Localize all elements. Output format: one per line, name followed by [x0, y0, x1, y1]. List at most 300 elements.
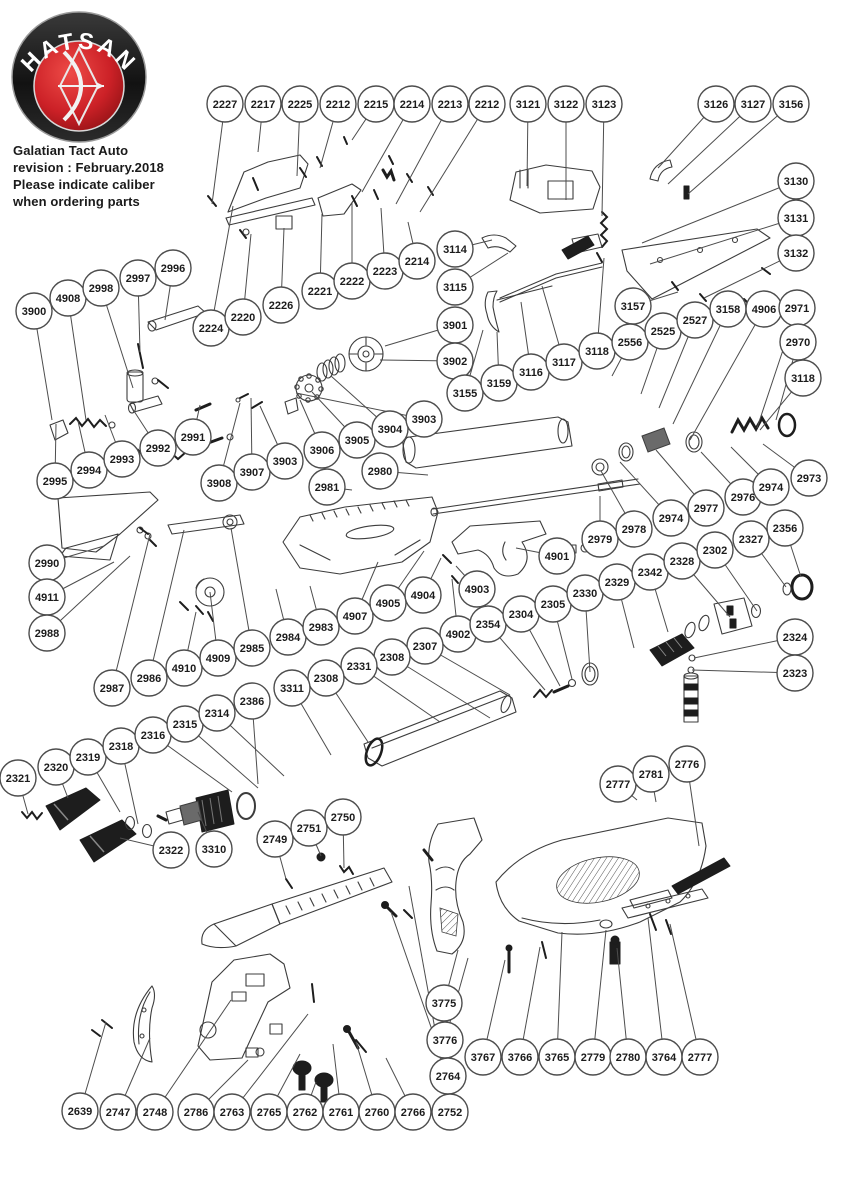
- part-callout-2752: [432, 1094, 468, 1130]
- svg-text:2997: 2997: [125, 273, 151, 285]
- part-callout-2986: [131, 660, 167, 696]
- svg-text:2780: 2780: [615, 1052, 641, 1064]
- part-callout-2227: [207, 86, 243, 122]
- part-callout-2316: [135, 717, 171, 753]
- svg-text:2639: 2639: [67, 1106, 93, 1118]
- part-callout-3908: [201, 465, 237, 501]
- svg-text:2998: 2998: [88, 283, 114, 295]
- svg-text:2751: 2751: [296, 823, 322, 835]
- part-callout-2974: [653, 500, 689, 536]
- svg-text:3902: 3902: [442, 356, 468, 368]
- part-callout-3900: [16, 293, 52, 329]
- part-callout-2330: [567, 575, 603, 611]
- caliber-note-line1: Please indicate caliber: [13, 177, 155, 192]
- valve-group-right-drawing: [619, 414, 795, 461]
- caliber-note-line2: when ordering parts: [13, 194, 140, 209]
- svg-text:2225: 2225: [287, 99, 313, 111]
- svg-text:4905: 4905: [375, 598, 401, 610]
- part-callout-2997: [120, 260, 156, 296]
- svg-text:2308: 2308: [379, 652, 405, 664]
- part-callout-2777: [682, 1039, 718, 1075]
- part-callout-3131: [778, 200, 814, 236]
- stock-frame-drawing: [198, 954, 366, 1102]
- part-callout-2751: [291, 810, 327, 846]
- part-callout-3118: [785, 360, 821, 396]
- svg-text:2749: 2749: [262, 834, 288, 846]
- svg-text:2763: 2763: [219, 1107, 245, 1119]
- receiver-magazine-drawing: [510, 160, 689, 253]
- svg-text:2214: 2214: [399, 99, 425, 111]
- part-callout-3157: [615, 288, 651, 324]
- part-callout-3118: [579, 333, 615, 369]
- svg-text:4911: 4911: [35, 592, 59, 604]
- part-callout-2342: [632, 554, 668, 590]
- svg-text:2227: 2227: [212, 99, 238, 111]
- part-callout-2776: [669, 746, 705, 782]
- part-callout-3764: [646, 1039, 682, 1075]
- part-callout-2988: [29, 615, 65, 651]
- part-callout-4910: [166, 650, 202, 686]
- part-callout-2214: [399, 243, 435, 279]
- buttstock-drawing: [496, 818, 730, 972]
- svg-text:2330: 2330: [572, 588, 598, 600]
- part-callout-2780: [610, 1039, 646, 1075]
- part-callout-3905: [339, 422, 375, 458]
- svg-text:3115: 3115: [443, 282, 467, 294]
- part-callout-4911: [29, 579, 65, 615]
- svg-text:2316: 2316: [140, 730, 166, 742]
- svg-text:2342: 2342: [637, 567, 663, 579]
- svg-text:2973: 2973: [796, 473, 822, 485]
- part-callout-3310: [196, 831, 232, 867]
- part-callout-3156: [773, 86, 809, 122]
- svg-text:2215: 2215: [363, 99, 389, 111]
- svg-text:2994: 2994: [76, 465, 102, 477]
- svg-text:4903: 4903: [464, 584, 490, 596]
- svg-text:2302: 2302: [702, 545, 728, 557]
- part-callout-2221: [302, 273, 338, 309]
- part-callout-2327: [733, 521, 769, 557]
- svg-text:2525: 2525: [650, 326, 676, 338]
- part-callout-2307: [407, 628, 443, 664]
- svg-text:2328: 2328: [669, 556, 695, 568]
- callouts-layer: [0, 86, 827, 1130]
- svg-text:2527: 2527: [682, 315, 708, 327]
- part-callout-2319: [70, 739, 106, 775]
- svg-text:2304: 2304: [508, 609, 534, 621]
- part-callout-2329: [599, 564, 635, 600]
- leader-line-3765: [557, 932, 562, 1057]
- part-callout-3115: [437, 269, 473, 305]
- svg-text:2976: 2976: [730, 492, 756, 504]
- part-callout-3766: [502, 1039, 538, 1075]
- part-callout-2212: [320, 86, 356, 122]
- svg-text:2978: 2978: [621, 524, 647, 536]
- part-callout-2308: [308, 660, 344, 696]
- part-callout-4906: [746, 291, 782, 327]
- part-callout-2314: [199, 695, 235, 731]
- svg-text:2386: 2386: [239, 696, 265, 708]
- svg-text:2776: 2776: [674, 759, 700, 771]
- part-callout-2978: [616, 511, 652, 547]
- svg-text:3155: 3155: [452, 388, 478, 400]
- svg-text:2226: 2226: [268, 300, 294, 312]
- svg-text:2223: 2223: [372, 266, 398, 278]
- buttpad-drawing: [92, 986, 155, 1062]
- svg-text:2214: 2214: [404, 256, 430, 268]
- part-callout-2320: [38, 749, 74, 785]
- svg-text:3904: 3904: [377, 424, 403, 436]
- svg-text:3311: 3311: [280, 683, 304, 695]
- part-callout-2992: [140, 430, 176, 466]
- part-callout-3901: [437, 307, 473, 343]
- part-callout-3903: [406, 401, 442, 437]
- header-text-block: [13, 142, 164, 210]
- svg-text:2979: 2979: [587, 534, 613, 546]
- svg-text:2786: 2786: [183, 1107, 209, 1119]
- part-callout-3122: [548, 86, 584, 122]
- svg-text:4907: 4907: [342, 611, 368, 623]
- part-callout-2525: [645, 313, 681, 349]
- svg-text:3903: 3903: [272, 456, 298, 468]
- part-callout-2748: [137, 1094, 173, 1130]
- part-callout-3123: [586, 86, 622, 122]
- part-callout-2760: [359, 1094, 395, 1130]
- part-callout-2212: [469, 86, 505, 122]
- part-callout-2980: [362, 453, 398, 489]
- part-callout-3117: [546, 344, 582, 380]
- part-callout-2220: [225, 299, 261, 335]
- breech-block-parts-drawing: [208, 137, 433, 238]
- part-callout-2214: [394, 86, 430, 122]
- svg-text:2315: 2315: [172, 719, 198, 731]
- svg-text:2779: 2779: [580, 1052, 606, 1064]
- part-callout-2321: [0, 760, 36, 796]
- svg-text:3767: 3767: [470, 1052, 496, 1064]
- part-callout-3311: [274, 670, 310, 706]
- svg-text:3310: 3310: [201, 844, 227, 856]
- part-callout-2324: [777, 619, 813, 655]
- part-callout-2983: [303, 609, 339, 645]
- part-callout-2786: [178, 1094, 214, 1130]
- part-callout-2981: [309, 469, 345, 505]
- part-callout-2970: [780, 324, 816, 360]
- part-callout-2322: [153, 832, 189, 868]
- svg-text:2329: 2329: [604, 577, 630, 589]
- part-callout-2761: [323, 1094, 359, 1130]
- svg-text:2980: 2980: [367, 466, 393, 478]
- leader-line-2779: [593, 930, 606, 1057]
- part-callout-2763: [214, 1094, 250, 1130]
- part-callout-2977: [688, 490, 724, 526]
- ratchet-wheel-drawing: [285, 354, 345, 414]
- part-callout-2995: [37, 463, 73, 499]
- svg-text:2217: 2217: [250, 99, 276, 111]
- part-callout-3132: [778, 235, 814, 271]
- part-callout-4909: [200, 640, 236, 676]
- svg-text:2987: 2987: [99, 683, 125, 695]
- pistol-grip-drawing: [424, 818, 482, 954]
- part-callout-2356: [767, 510, 803, 546]
- svg-text:2307: 2307: [412, 641, 438, 653]
- svg-text:3132: 3132: [783, 248, 809, 260]
- svg-text:4902: 4902: [445, 629, 471, 641]
- svg-text:3123: 3123: [591, 99, 617, 111]
- part-callout-2224: [193, 310, 229, 346]
- svg-text:2354: 2354: [475, 619, 501, 631]
- svg-text:4904: 4904: [410, 590, 436, 602]
- part-callout-2386: [234, 683, 270, 719]
- part-callout-3159: [481, 365, 517, 401]
- svg-text:2212: 2212: [325, 99, 351, 111]
- svg-text:2970: 2970: [785, 337, 811, 349]
- svg-text:3775: 3775: [431, 998, 457, 1010]
- svg-text:3900: 3900: [21, 306, 47, 318]
- part-callout-2323: [777, 655, 813, 691]
- svg-text:2990: 2990: [34, 558, 60, 570]
- part-callout-2354: [470, 606, 506, 642]
- part-callout-2304: [503, 596, 539, 632]
- part-callout-2984: [270, 619, 306, 655]
- part-callout-2781: [633, 756, 669, 792]
- svg-text:2984: 2984: [275, 632, 301, 644]
- part-callout-2328: [664, 543, 700, 579]
- part-callout-2749: [257, 821, 293, 857]
- svg-text:2221: 2221: [307, 286, 333, 298]
- svg-text:2993: 2993: [109, 454, 135, 466]
- leader-line-3130: [642, 181, 796, 243]
- part-callout-3902: [437, 343, 473, 379]
- part-callout-2305: [535, 586, 571, 622]
- part-callout-2973: [791, 460, 827, 496]
- forend-assembly-drawing: [202, 853, 412, 948]
- svg-text:2556: 2556: [617, 337, 643, 349]
- svg-text:3907: 3907: [239, 467, 265, 479]
- svg-text:3126: 3126: [703, 99, 729, 111]
- part-callout-3776: [427, 1022, 463, 1058]
- svg-text:2988: 2988: [34, 628, 60, 640]
- svg-text:3903: 3903: [411, 414, 437, 426]
- svg-text:2986: 2986: [136, 673, 162, 685]
- part-callout-3906: [304, 432, 340, 468]
- part-callout-2998: [83, 270, 119, 306]
- svg-text:4908: 4908: [55, 293, 81, 305]
- part-callout-2315: [167, 706, 203, 742]
- svg-text:4909: 4909: [205, 653, 231, 665]
- part-callout-2556: [612, 324, 648, 360]
- svg-text:2760: 2760: [364, 1107, 390, 1119]
- stock-hinge-parts-drawing: [58, 492, 244, 621]
- part-callout-4904: [405, 577, 441, 613]
- svg-text:2305: 2305: [540, 599, 566, 611]
- svg-text:3116: 3116: [519, 367, 543, 379]
- part-callout-2779: [575, 1039, 611, 1075]
- svg-text:3118: 3118: [585, 346, 609, 358]
- svg-text:2327: 2327: [738, 534, 764, 546]
- svg-text:3158: 3158: [715, 304, 741, 316]
- part-callout-3114: [437, 231, 473, 267]
- hatsan-logo: [12, 12, 146, 142]
- part-callout-3767: [465, 1039, 501, 1075]
- svg-text:2308: 2308: [313, 673, 339, 685]
- svg-text:2318: 2318: [108, 741, 134, 753]
- svg-text:3901: 3901: [442, 320, 468, 332]
- part-callout-2213: [432, 86, 468, 122]
- part-callout-3903: [267, 443, 303, 479]
- part-callout-2331: [341, 648, 377, 684]
- part-callout-3116: [513, 354, 549, 390]
- svg-text:3906: 3906: [309, 445, 335, 457]
- svg-text:2222: 2222: [339, 276, 365, 288]
- svg-text:2762: 2762: [292, 1107, 318, 1119]
- svg-text:2747: 2747: [105, 1107, 131, 1119]
- svg-text:4910: 4910: [171, 663, 197, 675]
- svg-text:3118: 3118: [791, 373, 815, 385]
- part-callout-3904: [372, 411, 408, 447]
- svg-text:2974: 2974: [658, 513, 684, 525]
- svg-text:3131: 3131: [783, 213, 809, 225]
- part-callout-2985: [234, 630, 270, 666]
- svg-text:2320: 2320: [43, 762, 69, 774]
- part-callout-2308: [374, 639, 410, 675]
- svg-text:3764: 3764: [651, 1052, 677, 1064]
- svg-text:2761: 2761: [328, 1107, 354, 1119]
- part-callout-2990: [29, 545, 65, 581]
- part-callout-3130: [778, 163, 814, 199]
- part-callout-2766: [395, 1094, 431, 1130]
- part-callout-3907: [234, 454, 270, 490]
- part-callout-2639: [62, 1093, 98, 1129]
- part-callout-2223: [367, 253, 403, 289]
- svg-text:2985: 2985: [239, 643, 265, 655]
- part-callout-2987: [94, 670, 130, 706]
- svg-text:3122: 3122: [553, 99, 579, 111]
- part-callout-2750: [325, 799, 361, 835]
- diagram-title: Galatian Tact Auto: [13, 143, 129, 158]
- svg-text:2974: 2974: [758, 482, 784, 494]
- part-callout-2217: [245, 86, 281, 122]
- svg-text:3127: 3127: [740, 99, 766, 111]
- svg-text:3121: 3121: [515, 99, 541, 111]
- svg-text:2765: 2765: [256, 1107, 282, 1119]
- part-callout-2996: [155, 250, 191, 286]
- part-callout-2302: [697, 532, 733, 568]
- svg-text:4901: 4901: [544, 551, 570, 563]
- part-callout-3155: [447, 375, 483, 411]
- svg-text:2319: 2319: [75, 752, 101, 764]
- svg-text:4906: 4906: [751, 304, 777, 316]
- svg-text:2996: 2996: [160, 263, 186, 275]
- svg-text:2321: 2321: [5, 773, 31, 785]
- part-callout-4901: [539, 538, 575, 574]
- leader-line-3131: [650, 218, 796, 264]
- revision-note: revision : February.2018: [13, 160, 165, 175]
- svg-text:2224: 2224: [198, 323, 224, 335]
- svg-text:2324: 2324: [782, 632, 808, 644]
- part-callout-3158: [710, 291, 746, 327]
- svg-text:2220: 2220: [230, 312, 256, 324]
- part-callout-2971: [779, 290, 815, 326]
- leader-line-3903: [296, 393, 424, 419]
- part-callout-2993: [104, 441, 140, 477]
- part-callout-4903: [459, 571, 495, 607]
- part-callout-2226: [263, 287, 299, 323]
- svg-text:2983: 2983: [308, 622, 334, 634]
- svg-text:3766: 3766: [507, 1052, 533, 1064]
- part-callout-3765: [539, 1039, 575, 1075]
- svg-text:3905: 3905: [344, 435, 370, 447]
- fill-valve-drawing: [684, 655, 698, 722]
- silencer-drawing: [362, 691, 516, 768]
- part-callout-3121: [510, 86, 546, 122]
- svg-text:2748: 2748: [142, 1107, 168, 1119]
- svg-text:2750: 2750: [330, 812, 356, 824]
- svg-text:3908: 3908: [206, 478, 232, 490]
- svg-text:2971: 2971: [784, 303, 810, 315]
- part-callout-2222: [334, 263, 370, 299]
- svg-text:2356: 2356: [772, 523, 798, 535]
- leader-line-2777: [670, 924, 700, 1057]
- leader-line-3764: [648, 918, 664, 1057]
- part-callout-3127: [735, 86, 771, 122]
- svg-text:3117: 3117: [552, 357, 576, 369]
- svg-text:2766: 2766: [400, 1107, 426, 1119]
- part-callout-4905: [370, 585, 406, 621]
- part-callout-2991: [175, 419, 211, 455]
- part-callout-2994: [71, 452, 107, 488]
- svg-text:2977: 2977: [693, 503, 719, 515]
- part-callout-2765: [251, 1094, 287, 1130]
- svg-text:3159: 3159: [486, 378, 512, 390]
- svg-text:3130: 3130: [783, 176, 809, 188]
- svg-text:2314: 2314: [204, 708, 230, 720]
- svg-text:3776: 3776: [432, 1035, 458, 1047]
- part-callout-3126: [698, 86, 734, 122]
- part-callout-2527: [677, 302, 713, 338]
- svg-text:2981: 2981: [314, 482, 340, 494]
- part-callout-4907: [337, 598, 373, 634]
- svg-text:2323: 2323: [782, 668, 808, 680]
- part-callout-2215: [358, 86, 394, 122]
- part-callout-2318: [103, 728, 139, 764]
- logo-brand-text: HATSAN: [15, 27, 143, 77]
- svg-text:3157: 3157: [620, 301, 646, 313]
- svg-text:2777: 2777: [605, 779, 631, 791]
- svg-text:3114: 3114: [443, 244, 467, 256]
- svg-text:2992: 2992: [145, 443, 171, 455]
- svg-text:2752: 2752: [437, 1107, 463, 1119]
- part-callout-2777: [600, 766, 636, 802]
- svg-text:2322: 2322: [158, 845, 184, 857]
- part-callout-2764: [430, 1058, 466, 1094]
- svg-text:2781: 2781: [638, 769, 664, 781]
- svg-text:2991: 2991: [180, 432, 206, 444]
- part-callout-4908: [50, 280, 86, 316]
- svg-text:2212: 2212: [474, 99, 500, 111]
- part-callout-2747: [100, 1094, 136, 1130]
- part-callout-2974: [753, 469, 789, 505]
- svg-text:2764: 2764: [435, 1071, 461, 1083]
- part-callout-2762: [287, 1094, 323, 1130]
- svg-text:2213: 2213: [437, 99, 463, 111]
- part-callout-2225: [282, 86, 318, 122]
- part-callout-3775: [426, 985, 462, 1021]
- svg-text:3156: 3156: [778, 99, 804, 111]
- svg-text:3765: 3765: [544, 1052, 570, 1064]
- svg-text:2331: 2331: [346, 661, 372, 673]
- main-receiver-drawing: [283, 497, 438, 574]
- svg-text:2777: 2777: [687, 1052, 713, 1064]
